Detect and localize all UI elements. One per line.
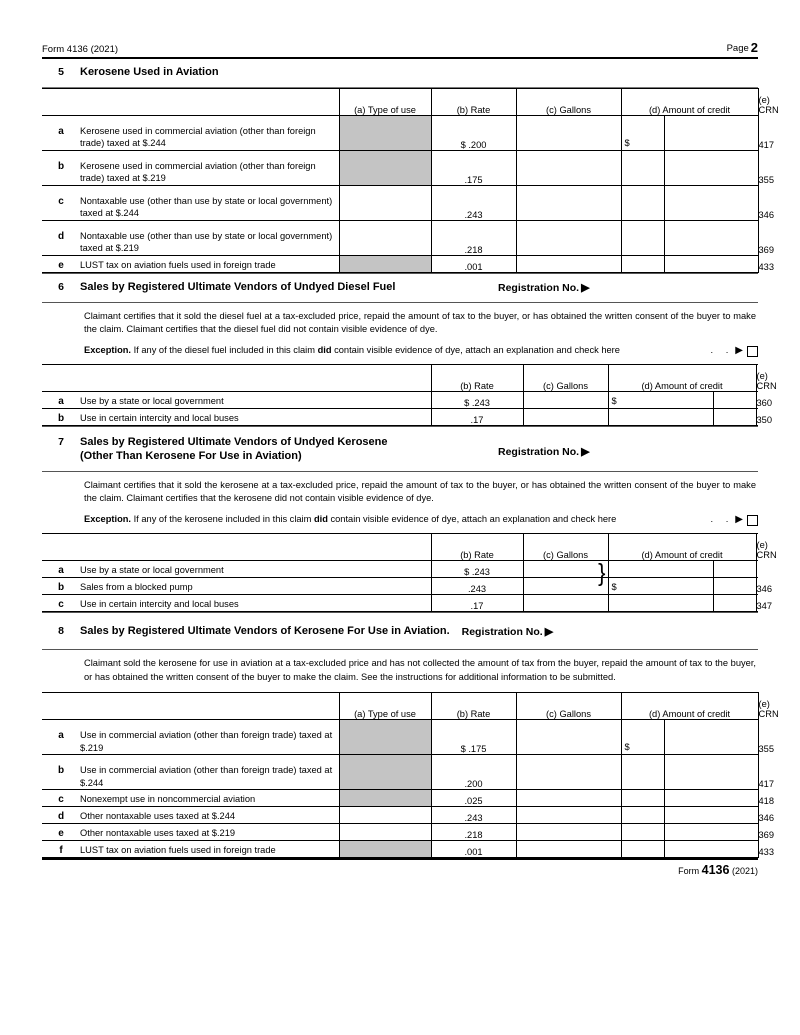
- cents-input[interactable]: [664, 116, 758, 151]
- row-text: Use in commercial aviation (other than foreign trade) taxed at $.244: [80, 765, 333, 788]
- amount-input[interactable]: [621, 841, 664, 858]
- section-8-rule: [42, 649, 758, 650]
- section-8-heading: [42, 613, 758, 649]
- section-5-table: [42, 88, 779, 273]
- cents-input[interactable]: [713, 561, 756, 578]
- exception-checkbox[interactable]: [747, 346, 758, 357]
- gallons-input[interactable]: [523, 595, 608, 612]
- col-gallons: (c) Gallons: [516, 89, 621, 116]
- col-type-of-use: (a) Type of use: [339, 693, 431, 720]
- exception-pre: If any of the diesel fuel included in this claim: [131, 345, 318, 356]
- cents-input[interactable]: [664, 221, 758, 256]
- rate-cell: $ .243: [431, 392, 523, 409]
- col-amount-of-credit: (d) Amount of credit: [608, 365, 756, 392]
- row-label-cell: [42, 186, 339, 221]
- gallons-input[interactable]: [516, 841, 621, 858]
- exception-did: did: [317, 345, 332, 356]
- section-6-table: [42, 364, 777, 426]
- row-label-header: [42, 693, 339, 720]
- table-row: a Kerosene used in commercial aviation (other than foreign trade) taxed at $.244 $ .200 $ 417: [42, 116, 758, 151]
- table-header-row: (a) Type of use (b) Rate (c) Gallons (d) Amount of credit (e) CRN: [42, 89, 758, 116]
- col-rate: (b) Rate: [431, 534, 523, 561]
- dollar-sign: $: [611, 582, 617, 593]
- row-letter: e: [58, 827, 64, 839]
- dollar-sign: $: [624, 742, 630, 753]
- table-row: b Use in commercial aviation (other than foreign trade) taxed at $.244 .200 417: [42, 755, 758, 790]
- table-row: [42, 595, 758, 612]
- row-letter: c: [58, 195, 64, 207]
- type-of-use-cell[interactable]: [339, 790, 431, 807]
- arrow-right-icon: ▶: [735, 344, 743, 356]
- rate-cell: .17: [431, 409, 523, 426]
- amount-input[interactable]: [621, 116, 664, 151]
- cents-input[interactable]: [664, 824, 758, 841]
- row-letter: d: [57, 810, 65, 822]
- gallons-input[interactable]: [516, 151, 621, 186]
- cents-input[interactable]: [713, 578, 756, 595]
- amount-input[interactable]: [621, 221, 664, 256]
- dollar-sign: $: [611, 396, 617, 407]
- row-text: Other nontaxable uses taxed at $.219: [80, 827, 236, 838]
- amount-input[interactable]: [608, 595, 713, 612]
- rate-cell: .218: [431, 221, 516, 256]
- table-row: f LUST tax on aviation fuels used in foreign trade .001 433: [42, 841, 758, 858]
- table-header-row: [42, 365, 758, 392]
- exception-did: did: [313, 514, 328, 525]
- gallons-input[interactable]: [523, 558, 608, 588]
- rate-cell: $ .175: [431, 720, 516, 755]
- row-text: Nontaxable use (other than use by state or local government) taxed at $.219: [80, 230, 333, 254]
- section-6-title: Sales by Registered Ultimate Vendors of Undyed Diesel Fuel: [80, 281, 396, 293]
- section-6-paragraph: Claimant certifies that it sold the diesel fuel at a tax-excluded price, repaid the amount of tax to the buyer, or has obtained the written consent of the buyer to make the claim. Claimant certifies that the diesel fuel did not contain visible evidence of dye.: [84, 311, 756, 335]
- amount-input[interactable]: [608, 578, 713, 595]
- rate-cell: .17: [431, 595, 523, 612]
- table-row: [42, 392, 758, 409]
- crn-cell: [756, 561, 758, 578]
- row-text: Use in certain intercity and local buses: [80, 412, 239, 423]
- row-label-cell: [42, 755, 339, 790]
- leader-dots: . .: [710, 345, 734, 356]
- cents-input[interactable]: [713, 409, 756, 426]
- row-label-cell: [42, 392, 431, 409]
- gallons-input[interactable]: [516, 824, 621, 841]
- exception-text: [84, 344, 620, 357]
- col-crn: (e) CRN: [756, 365, 758, 392]
- row-text: Kerosene used in commercial aviation (other than foreign trade) taxed at $.219: [80, 160, 316, 184]
- table-header-row: (a) Type of use (b) Rate (c) Gallons (d) Amount of credit (e) CRN: [42, 693, 758, 720]
- section-7-number: 7: [58, 436, 64, 449]
- row-text: Use in certain intercity and local buses: [80, 598, 239, 609]
- section-8-number: 8: [58, 625, 64, 638]
- rate-cell: .243: [431, 807, 516, 824]
- row-label-cell: [42, 256, 339, 273]
- row-label-cell: [42, 720, 339, 755]
- amount-input[interactable]: [621, 720, 664, 755]
- type-of-use-input[interactable]: [339, 186, 431, 221]
- section-6-number: 6: [58, 281, 64, 293]
- row-text: Kerosene used in commercial aviation (other than foreign trade) taxed at $.244: [80, 125, 316, 149]
- row-label-cell: [42, 116, 339, 151]
- type-of-use-input[interactable]: [339, 221, 431, 256]
- row-letter: b: [57, 412, 65, 424]
- type-of-use-cell[interactable]: [339, 841, 431, 858]
- table-row: [42, 561, 758, 578]
- exception-post: contain visible evidence of dye, attach an explanation and check here: [327, 514, 617, 525]
- type-of-use-cell[interactable]: [339, 116, 431, 151]
- row-label-cell: [42, 221, 339, 256]
- exception-pre: If any of the kerosene included in this claim: [131, 514, 314, 525]
- rate-cell: .175: [431, 151, 516, 186]
- rate-cell: $ .243: [431, 561, 523, 578]
- footer-form-year: (2021): [731, 866, 758, 877]
- table-row: d Other nontaxable uses taxed at $.244 .243 346: [42, 807, 758, 824]
- table-row: d Nontaxable use (other than use by state or local government) taxed at $.219 .218 369: [42, 221, 758, 256]
- row-text: Use by a state or local government: [80, 564, 224, 575]
- amount-input[interactable]: [608, 392, 713, 409]
- section-7-rule: [42, 471, 758, 472]
- row-letter: a: [58, 730, 64, 742]
- col-gallons: (c) Gallons: [516, 693, 621, 720]
- page-word: Page: [726, 43, 749, 54]
- table-row: b Kerosene used in commercial aviation (other than foreign trade) taxed at $.219 .175 355: [42, 151, 758, 186]
- crn-cell: 360: [756, 392, 758, 409]
- amount-input[interactable]: [608, 409, 713, 426]
- row-letter: c: [58, 793, 64, 805]
- col-crn: (e) CRN: [756, 534, 758, 561]
- cents-input[interactable]: [664, 256, 758, 273]
- page-header: [42, 40, 758, 57]
- arrow-right-icon: ▶: [581, 282, 590, 294]
- row-text: Use by a state or local government: [80, 395, 224, 406]
- gallons-input[interactable]: [516, 807, 621, 824]
- gallons-input[interactable]: [516, 256, 621, 273]
- amount-input[interactable]: [621, 824, 664, 841]
- col-amount-of-credit: (d) Amount of credit: [608, 534, 756, 561]
- row-label-cell: [42, 578, 431, 595]
- table-row: e LUST tax on aviation fuels used in foreign trade .001 433: [42, 256, 758, 273]
- gallons-input[interactable]: [523, 578, 608, 595]
- cents-input[interactable]: [713, 392, 756, 409]
- type-of-use-cell[interactable]: [339, 755, 431, 790]
- section-5-title: Kerosene Used in Aviation: [80, 66, 219, 78]
- row-label-cell: [42, 790, 339, 807]
- col-amount-of-credit: (d) Amount of credit: [621, 693, 758, 720]
- row-text: Nonexempt use in noncommercial aviation: [80, 793, 256, 804]
- exception-text: [84, 513, 616, 526]
- amount-input[interactable]: [621, 256, 664, 273]
- arrow-right-icon: ▶: [581, 446, 590, 459]
- row-text: Nontaxable use (other than use by state or local government) taxed at $.244: [80, 195, 333, 219]
- section-7-title-line2: (Other Than Kerosene For Use in Aviation): [80, 450, 302, 463]
- amount-input[interactable]: [608, 561, 713, 578]
- col-rate: (b) Rate: [431, 365, 523, 392]
- section-6-heading: [42, 274, 758, 302]
- cents-input[interactable]: [664, 720, 758, 755]
- col-gallons: (c) Gallons: [523, 534, 608, 561]
- gallons-input[interactable]: [516, 720, 621, 755]
- registration-text: Registration No.: [461, 626, 543, 639]
- section-5-heading: [42, 59, 758, 87]
- rate-cell: $ .200: [431, 116, 516, 151]
- table-row: c Nonexempt use in noncommercial aviation .025 418: [42, 790, 758, 807]
- row-letter: a: [58, 395, 64, 407]
- registration-text: Registration No.: [498, 282, 580, 294]
- row-label-cell: [42, 595, 431, 612]
- row-label-cell: [42, 151, 339, 186]
- section-5-number: 5: [58, 66, 64, 78]
- amount-input[interactable]: [621, 790, 664, 807]
- row-letter: b: [57, 765, 65, 777]
- rate-cell: .001: [431, 256, 516, 273]
- cents-input[interactable]: [664, 755, 758, 790]
- table-row: e Other nontaxable uses taxed at $.219 .218 369: [42, 824, 758, 841]
- table-row: [42, 578, 758, 595]
- type-of-use-cell[interactable]: [339, 256, 431, 273]
- row-text: LUST tax on aviation fuels used in foreign trade: [80, 259, 276, 270]
- gallons-input[interactable]: [516, 221, 621, 256]
- crn-cell: 346: [756, 578, 758, 595]
- footer-form-word: Form: [678, 866, 700, 877]
- section-7-heading: [42, 427, 758, 471]
- row-label-cell: [42, 409, 431, 426]
- rate-cell: .243: [431, 578, 523, 595]
- row-label-cell: [42, 841, 339, 858]
- exception-bold: Exception.: [84, 514, 132, 525]
- row-text: Use in commercial aviation (other than foreign trade) taxed at $.219: [80, 730, 333, 753]
- arrow-right-icon: ▶: [544, 626, 554, 639]
- rate-cell: .001: [431, 841, 516, 858]
- table-row: c Nontaxable use (other than use by state or local government) taxed at $.244 .243 346: [42, 186, 758, 221]
- section-7-table: [42, 533, 777, 612]
- row-text: LUST tax on aviation fuels used in foreign trade: [80, 844, 276, 855]
- section-8-table: [42, 692, 779, 858]
- cents-input[interactable]: [664, 151, 758, 186]
- table-row: a Use in commercial aviation (other than foreign trade) taxed at $.219 $ .175 $ 355: [42, 720, 758, 755]
- section-6-rule: [42, 302, 758, 303]
- row-label-cell: [42, 824, 339, 841]
- gallons-input[interactable]: [523, 392, 608, 409]
- section-7-title-line1: Sales by Registered Ultimate Vendors of Undyed Kerosene: [80, 436, 388, 449]
- page-number-label: [727, 40, 758, 55]
- row-text: Other nontaxable uses taxed at $.244: [80, 810, 236, 821]
- amount-input[interactable]: [621, 186, 664, 221]
- row-label-header: [42, 534, 431, 561]
- arrow-right-icon: ▶: [735, 513, 743, 525]
- rate-cell: .218: [431, 824, 516, 841]
- gallons-input[interactable]: [516, 116, 621, 151]
- table-header-row: [42, 534, 758, 561]
- cents-input[interactable]: [664, 790, 758, 807]
- col-type-of-use: (a) Type of use: [339, 89, 431, 116]
- gallons-input[interactable]: [516, 186, 621, 221]
- gallons-input[interactable]: [516, 790, 621, 807]
- page-footer: [42, 860, 758, 877]
- crn-cell: 350: [756, 409, 758, 426]
- row-label-header: [42, 365, 431, 392]
- section-7-title: [80, 436, 498, 464]
- col-amount-of-credit: (d) Amount of credit: [621, 89, 758, 116]
- type-of-use-cell[interactable]: [339, 151, 431, 186]
- section-8-title: Sales by Registered Ultimate Vendors of Kerosene For Use in Aviation.: [80, 625, 450, 638]
- section-8-paragraph: Claimant sold the kerosene for use in aviation at a tax-excluded price and has not collected the amount of tax from the buyer, repaid the amount of tax to the buyer, or has obtained the written consent of the buyer to make the claim. See the instructions for additional information to be submitted.: [84, 658, 756, 682]
- section-8-registration-label: [462, 625, 554, 638]
- type-of-use-cell[interactable]: [339, 720, 431, 755]
- row-letter: e: [58, 259, 64, 271]
- crn-cell: 347: [756, 595, 758, 612]
- amount-input[interactable]: [621, 807, 664, 824]
- row-letter: c: [58, 598, 64, 610]
- brace-icon: }: [598, 558, 606, 588]
- col-rate: (b) Rate: [431, 89, 516, 116]
- row-letter: d: [57, 230, 65, 242]
- table-row: [42, 409, 758, 426]
- footer-form-number: 4136: [701, 863, 730, 878]
- dollar-sign: $: [624, 138, 630, 148]
- rate-cell: .025: [431, 790, 516, 807]
- page-number: 2: [750, 40, 758, 55]
- cents-input[interactable]: [713, 595, 756, 612]
- row-letter: a: [58, 564, 64, 576]
- form-id-label: Form 4136 (2021): [42, 44, 119, 55]
- col-rate: (b) Rate: [431, 693, 516, 720]
- cents-input[interactable]: [664, 841, 758, 858]
- row-letter: b: [57, 160, 65, 172]
- row-label-cell: [42, 807, 339, 824]
- section-7-registration-label: [498, 436, 758, 458]
- section-6-exception: [84, 344, 758, 359]
- rate-cell: .200: [431, 755, 516, 790]
- exception-post: contain visible evidence of dye, attach an explanation and check here: [331, 345, 620, 356]
- col-gallons: (c) Gallons: [523, 365, 608, 392]
- row-letter: f: [59, 844, 63, 856]
- amount-input[interactable]: [621, 151, 664, 186]
- row-letter: b: [57, 581, 65, 593]
- registration-text: Registration No.: [498, 446, 580, 459]
- row-label-header: [42, 89, 339, 116]
- leader-dots: . .: [710, 514, 734, 525]
- cents-input[interactable]: [664, 807, 758, 824]
- section-7-exception: [84, 513, 758, 528]
- section-6-registration-label: [498, 281, 758, 294]
- section-7-paragraph: Claimant certifies that it sold the kerosene at a tax-excluded price, repaid the amount of tax to the buyer, or has obtained the written consent of the buyer to make the claim. Claimant certifies that the kerosene did not contain visible evidence of dye.: [84, 479, 756, 504]
- exception-checkbox[interactable]: [747, 515, 758, 526]
- row-letter: a: [58, 125, 64, 137]
- type-of-use-input[interactable]: [339, 807, 431, 824]
- row-label-cell: [42, 561, 431, 578]
- amount-input[interactable]: [621, 755, 664, 790]
- rate-cell: .243: [431, 186, 516, 221]
- gallons-input[interactable]: [516, 755, 621, 790]
- row-text: Sales from a blocked pump: [80, 581, 193, 592]
- exception-bold: Exception.: [84, 345, 132, 356]
- type-of-use-input[interactable]: [339, 824, 431, 841]
- gallons-input[interactable]: [523, 409, 608, 426]
- cents-input[interactable]: [664, 186, 758, 221]
